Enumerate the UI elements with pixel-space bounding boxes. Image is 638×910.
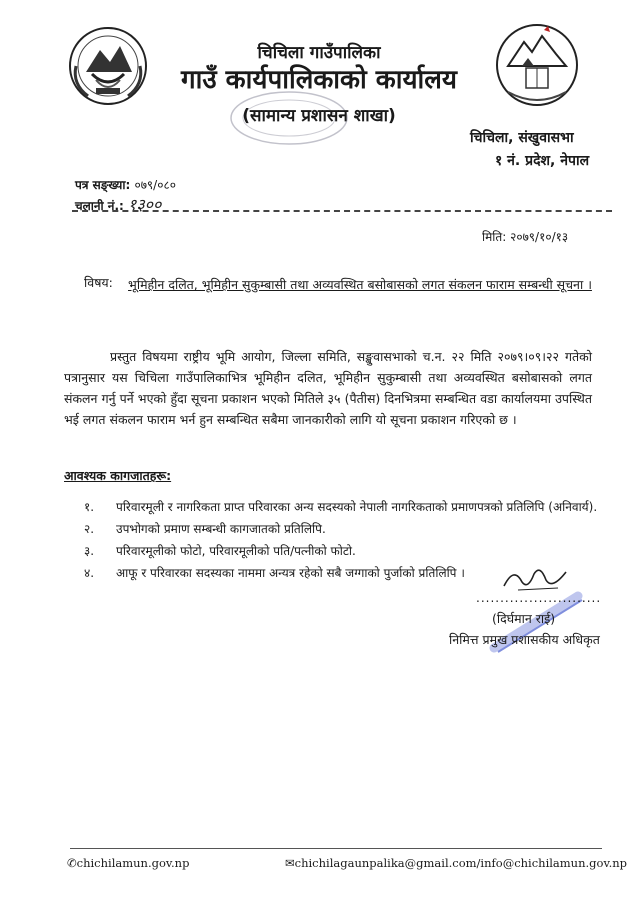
email-text: chichilagaunpalika@gmail.com/info@chichilamun.gov.np — [294, 856, 627, 870]
list-item-number: १. — [84, 500, 95, 514]
letter-number-row — [75, 176, 176, 193]
mail-icon: ✉ — [285, 856, 295, 870]
list-item — [84, 540, 604, 562]
footer-divider — [70, 848, 602, 849]
address-province: १ नं. प्रदेश, नेपाल — [495, 153, 590, 169]
letter-number-value: ०७९/०८० — [134, 178, 176, 192]
footer-website — [67, 856, 189, 870]
subject-text: भूमिहीन दलित, भूमिहीन सुकुम्बासी तथा अव्यवस्थित बसोबासको लगत संकलन फाराम सम्बन्धी सूचना । — [128, 277, 592, 292]
list-item — [84, 518, 604, 540]
handwritten-signature — [500, 560, 570, 594]
list-item-number: ४. — [84, 566, 95, 580]
website-text: chichilamun.gov.np — [76, 856, 190, 870]
notice-body: प्रस्तुत विषयमा राष्ट्रीय भूमि आयोग, जिल्ला समिति, सङ्खुवासभाको च.न. २२ मिति २०७९।०९।२२ गतेको पत्रानुसार यस चिचिला गाउँपालिकाभित्र भूमिहीन दलित, भूमिहीन सुकुम्बासी तथा अव्यवस्थित बसोबासको लगत संकलन गर्नु पर्ने भएको हुँदा सूचना प्रकाशन भएको मितिले ३५ (पैतीस) दिनभित्रमा सम्बन्धित वडा कार्यालयमा उपस्थित भई लगत संकलन फाराम भर्न हुन सम्बन्धित सबैमा जानकारीको लागि यो सूचना प्रकाशन गरिएको छ । — [64, 349, 592, 427]
globe-icon: ✆ — [67, 856, 77, 870]
list-item-text: परिवारमूलीको फोटो, परिवारमूलीको पति/पत्नीको फोटो. — [116, 544, 356, 558]
list-item-text: उपभोगको प्रमाण सम्बन्धी कागजातको प्रतिलिपि. — [116, 522, 326, 536]
list-item-text: आफू र परिवारका सदस्यका नाममा अन्यत्र रहेको सबै जग्गाको पुर्जाको प्रतिलिपि । — [116, 566, 465, 580]
subject-label: विषय: — [84, 275, 113, 290]
signatory-name: (दिर्घमान राई) — [492, 611, 556, 626]
branch-name: (सामान्य प्रशासन शाखा) — [242, 106, 396, 126]
footer-email — [285, 856, 627, 870]
signature-line: .......................... — [476, 591, 602, 605]
list-item-text: परिवारमूली र नागरिकता प्राप्त परिवारका अन्य सदस्यको नेपाली नागरिकताको प्रमाणपत्रको प्रतिलिपि (अनिवार्य). — [116, 500, 598, 514]
letter-date: मिति: २०७९/१०/१३ — [482, 230, 569, 244]
letter-number-label: पत्र सङ्ख्या: — [75, 178, 131, 192]
list-item-number: ३. — [84, 544, 95, 558]
list-item — [84, 496, 604, 518]
dispatch-number-value: १३०० — [128, 195, 162, 214]
signatory-title: निमित्त प्रमुख प्रशासकीय अधिकृत — [449, 632, 600, 647]
address-district: चिचिला, संखुवासभा — [470, 130, 574, 146]
office-name: गाउँ कार्यपालिकाको कार्यालय — [181, 65, 457, 95]
requirements-title: आवश्यक कागजातहरू: — [64, 468, 172, 483]
list-item-number: २. — [84, 522, 95, 536]
palika-name: चिचिला गाउँपालिका — [257, 43, 381, 63]
header-divider — [72, 210, 612, 212]
dispatch-number-label: चलानी नं.: — [75, 199, 124, 213]
